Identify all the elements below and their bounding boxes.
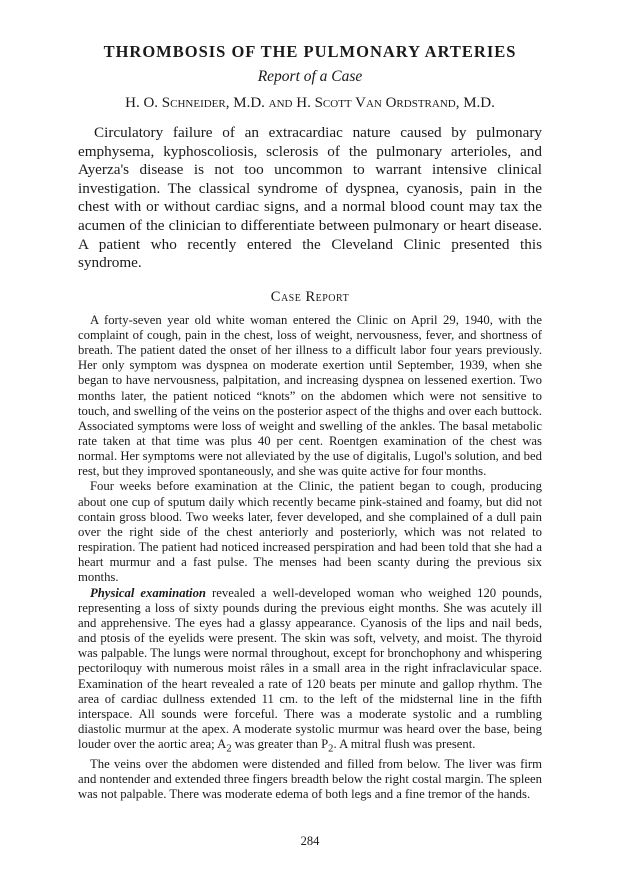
- paragraph-text-a: revealed a well-developed woman who weighed 120 pounds, representing a loss of sixty pounds during the previous eight months. She was acutely ill and apprehensive. The eyes had a glassy appearance. Cyanosis of the lips and nail beds, and ptosis of the eyelids were present. The skin was soft, velvety, and moist. The thyroid was palpable. The lungs were normal throughout, except for bronchophony and whispering pectoriloquy with numerous moist râles in a small area in the right infraclavicular space. Examination of the heart revealed a rate of 120 beats per minute and gallop rhythm. The area of cardiac dullness extended 11 cm. to the left of the midsternal line in the fifth interspace. All sounds were forceful. There was a moderate systolic and a rumbling diastolic murmur at the apex. A moderate systolic murmur was heard over the base, being louder over the aortic area; A: [78, 585, 542, 752]
- body-paragraph-3: [78, 586, 542, 757]
- author-line: H. O. Schneider, M.D. and H. Scott Van Ordstrand, M.D.: [125, 95, 495, 111]
- article-page: [78, 40, 542, 802]
- run-in-heading: Physical examination: [90, 585, 206, 600]
- section-heading: Case Report: [270, 288, 350, 305]
- body-paragraph-2: Four weeks before examination at the Clinic, the patient began to cough, producing about one cup of sputum daily which recently became pink-stained and foamy, but did not contain gross blood. Two weeks later, fever developed, and she complained of a dull pain over the right side of the chest anteriorly and posteriorly, which was not related to respiration. The patient had noticed increased perspiration and had been told that she had a heart murmur and a fast pulse. The menses had been scanty during the previous six months.: [78, 479, 542, 585]
- body-paragraph-4: The veins over the abdomen were distended and filled from below. The liver was firm and nontender and extended three fingers breadth below the right costal margin. The spleen was not palpable. There was moderate edema of both legs and a fine tremor of the hands.: [78, 756, 542, 802]
- article-subtitle: Report of a Case: [257, 68, 363, 85]
- page-number: 284: [300, 834, 320, 848]
- body-paragraph-1: A forty-seven year old white woman entered the Clinic on April 29, 1940, with the complaint of cough, pain in the chest, loss of weight, nervousness, fever, and shortness of breath. The patient dated the onset of her illness to a difficult labor four years previously. Her only symptom was dyspnea on moderate exertion until September, 1939, when she began to have nervousness, palpitation, and increasing dyspnea on lessened exertion. Two months later, the patient noticed “knots” on the abdomen which were not sensitive to touch, and swelling of the veins on the posterior aspect of the thighs and over each buttock. Associated symptoms were loss of weight and swelling of the ankles. The basal metabolic rate taken at that time was plus 40 per cent. Roentgen examination of the chest was normal. Her symptoms were not alleviated by the use of digitalis, Lugol's solution, and bed rest, but they improved spontaneously, and she was quite active for four months.: [78, 312, 542, 479]
- subscript: 2: [328, 743, 334, 755]
- paragraph-text-b: was greater than P: [231, 737, 329, 752]
- subscript: 2: [226, 743, 232, 755]
- paragraph-text-c: . A mitral flush was present.: [333, 737, 476, 752]
- intro-paragraph: Circulatory failure of an extracardiac nature caused by pulmonary emphysema, kyphoscoliosis, sclerosis of the pulmonary arterioles, and Ayerza's disease is not too uncommon to warrant intensive clinical investigation. The classical syndrome of dyspnea, cyanosis, pain in the chest with or without cardiac signs, and a normal blood count may tax the acumen of the clinician to differentiate between pulmonary or heart disease. A patient who recently entered the Cleveland Clinic presented this syndrome.: [78, 124, 542, 272]
- article-title: THROMBOSIS OF THE PULMONARY ARTERIES: [103, 42, 517, 61]
